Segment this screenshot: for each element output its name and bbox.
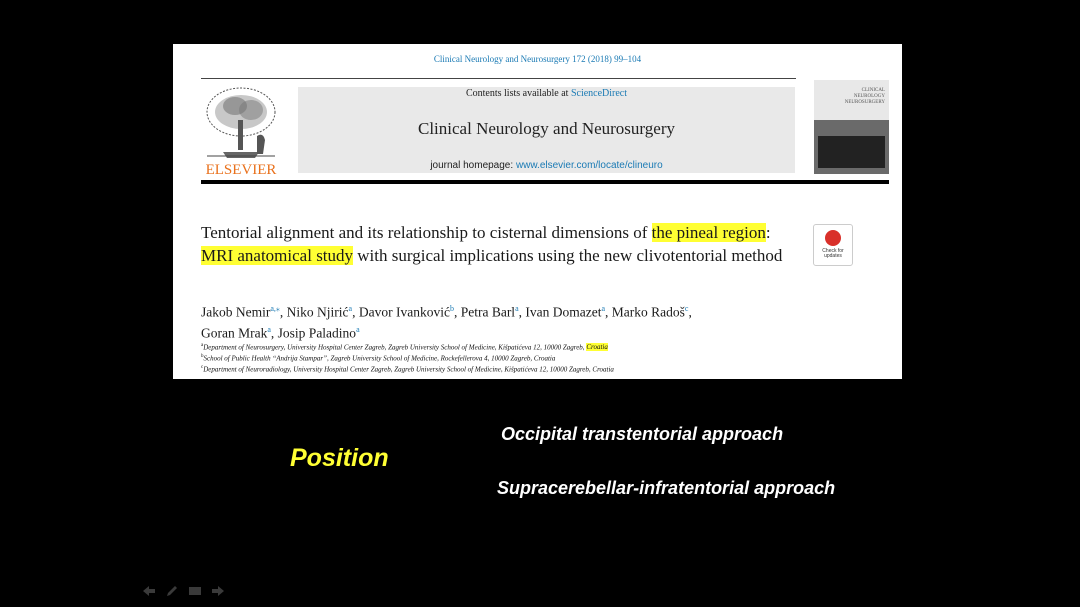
author-affil[interactable]: a,⁎ xyxy=(270,304,280,313)
journal-banner xyxy=(298,87,795,173)
title-part-2: : xyxy=(765,223,771,242)
author-list xyxy=(201,300,801,342)
author-sep: , xyxy=(270,325,278,341)
author-sep: , xyxy=(279,304,287,320)
author-sep: , xyxy=(605,304,612,320)
homepage-link[interactable]: www.elsevier.com/locate/clineuro xyxy=(515,160,663,171)
approach-supracerebellar: Supracerebellar-infratentorial approach xyxy=(497,478,836,498)
affil-text: School of Public Health “Andrija Stampar”, Zagreb University School of Medicine, Rockefellerova 4, 10000 Zagreb, Croatia xyxy=(203,354,556,363)
affiliation-c xyxy=(201,365,841,373)
title-part-3: with surgical implications using the new clivotentorial method xyxy=(353,245,783,265)
author-affil[interactable]: a xyxy=(267,325,271,334)
title-highlight-2: MRI anatomical study xyxy=(201,245,354,265)
check-for-updates-badge[interactable] xyxy=(813,224,853,266)
affil-text: Department of Neuroradiology, University Hospital Center Zagreb, Zagreb University School of Medicine, Kišpatićeva 12, 10000 Zagreb, Croatia xyxy=(203,365,614,374)
homepage-prefix: journal homepage: xyxy=(430,160,516,171)
author-sep: , xyxy=(352,304,359,320)
affil-marker: a xyxy=(201,343,204,348)
slideshow-nav-toolbar xyxy=(142,584,225,598)
author-name: Marko Radoš xyxy=(611,304,685,320)
header-thick-rule xyxy=(201,180,889,184)
contents-prefix: Contents lists available at xyxy=(465,88,571,99)
affil-text: Department of Neurosurgery, University Hospital Center Zagreb, Zagreb University School of Medicine, Kišpatićeva 12, 10000 Zagreb, xyxy=(203,343,587,352)
journal-title: Clinical Neurology and Neurosurgery xyxy=(418,119,675,138)
position-heading: Position xyxy=(290,444,389,472)
author-affil[interactable]: a xyxy=(515,304,519,313)
title-highlight-1: the pineal region xyxy=(651,223,766,242)
author-name: Josip Paladino xyxy=(277,325,357,341)
affil-highlight: Croatia xyxy=(586,343,608,352)
arrow-right-icon[interactable] xyxy=(211,584,225,598)
arrow-left-icon[interactable] xyxy=(142,584,156,598)
author-sep: , xyxy=(518,304,526,320)
article-screenshot xyxy=(173,44,902,379)
updates-label-1: Check for xyxy=(822,248,844,254)
affil-marker: c xyxy=(201,365,204,370)
cover-scan-images xyxy=(818,136,885,168)
cover-title-line-2: NEUROLOGY xyxy=(853,94,885,99)
updates-label xyxy=(814,249,852,259)
author-affil[interactable]: b xyxy=(449,304,454,313)
author-sep: , xyxy=(688,304,692,320)
homepage-line xyxy=(298,160,795,171)
author-affil[interactable]: c xyxy=(684,304,689,313)
author-affil[interactable]: a xyxy=(356,325,360,334)
bookmark-icon xyxy=(825,230,841,246)
affiliation-a xyxy=(201,343,841,351)
author-affil[interactable]: a xyxy=(601,304,606,313)
author-name: Ivan Domazet xyxy=(525,304,602,320)
title-part-1: Tentorial alignment and its relationship to cisternal dimensions of xyxy=(201,223,652,242)
pen-icon[interactable] xyxy=(165,584,179,598)
elsevier-logo xyxy=(201,86,281,178)
cover-title-line-1: CLINICAL xyxy=(861,88,885,93)
publisher-name: ELSEVIER xyxy=(205,162,277,178)
author-name: Davor Ivanković xyxy=(358,304,450,320)
approach-occipital: Occipital transtentorial approach xyxy=(501,424,784,444)
header-rule xyxy=(201,78,796,79)
article-title xyxy=(201,222,801,267)
author-name: Petra Barl xyxy=(460,304,516,320)
updates-label-2: updates xyxy=(824,253,842,259)
journal-cover-image xyxy=(814,80,889,174)
journal-citation: Clinical Neurology and Neurosurgery 172 (2018) 99–104 xyxy=(433,54,642,64)
affiliation-b xyxy=(201,354,841,362)
cover-title xyxy=(845,88,885,106)
author-sep: , xyxy=(453,304,461,320)
author-name: Jakob Nemir xyxy=(201,304,271,320)
slides-menu-icon[interactable] xyxy=(188,584,202,598)
author-name: Goran Mrak xyxy=(201,325,268,341)
contents-line xyxy=(298,88,795,99)
author-affil[interactable]: a xyxy=(348,304,353,313)
author-name: Niko Njirić xyxy=(286,304,349,320)
sciencedirect-link[interactable]: ScienceDirect xyxy=(570,88,628,99)
affil-marker: b xyxy=(201,354,204,359)
cover-title-line-3: NEUROSURGERY xyxy=(844,100,885,105)
